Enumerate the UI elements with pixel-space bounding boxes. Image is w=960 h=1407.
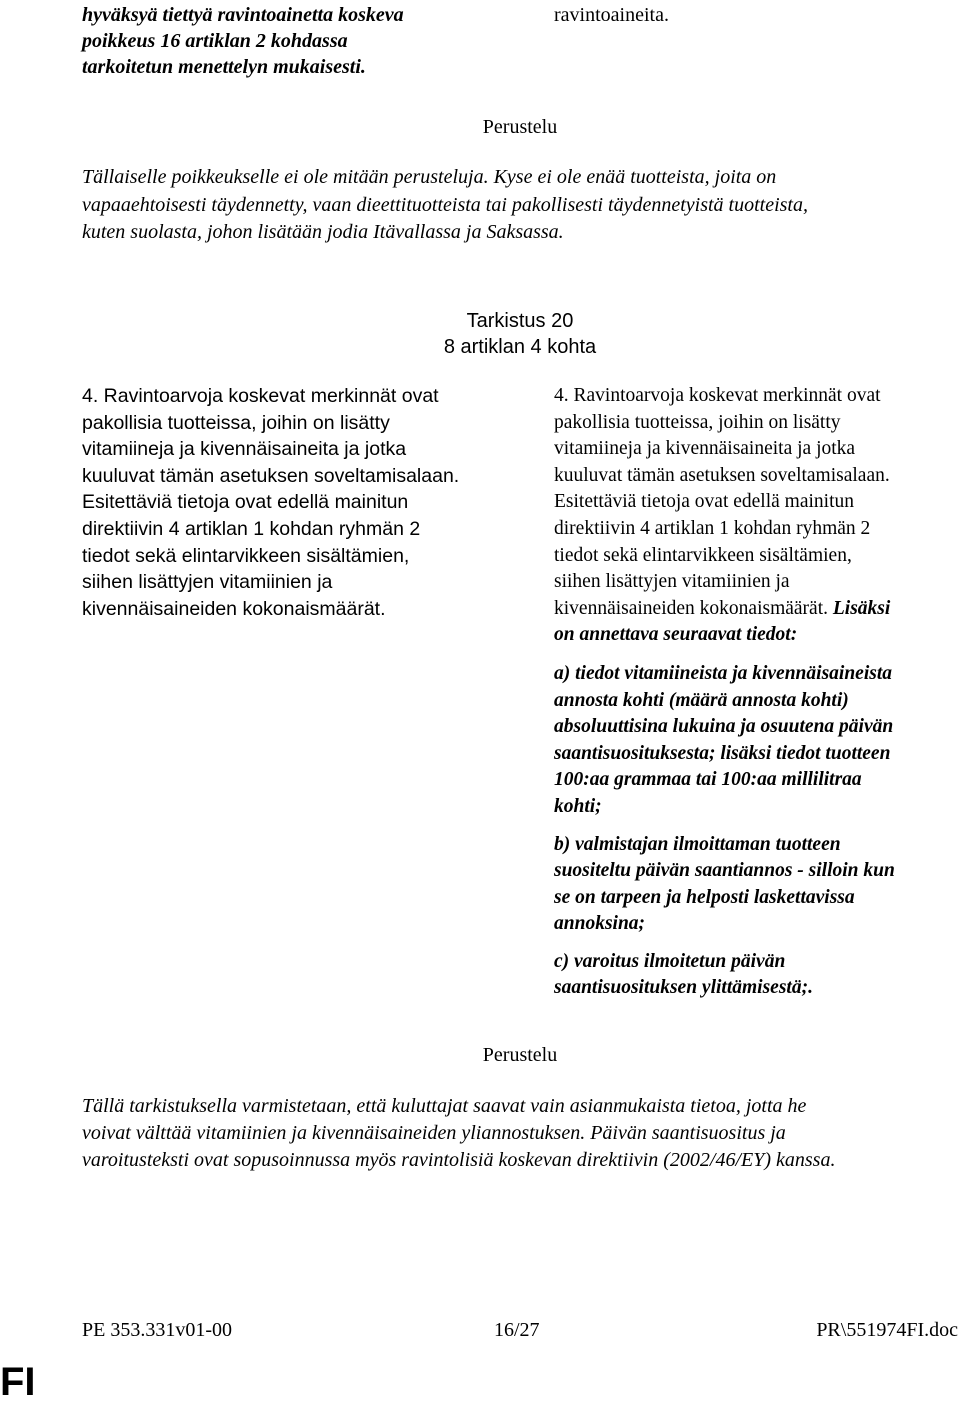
amended-line: tiedot sekä elintarvikkeen sisältämien, [554, 544, 852, 566]
item-a-line: annosta kohti (määrä annosta kohti) [554, 689, 849, 711]
footer-doc-ref: PE 353.331v01-00 [82, 1319, 232, 1341]
amended-text-column [554, 383, 960, 1002]
amended-line: Esitettäviä tietoja ovat edellä mainitun [554, 491, 854, 513]
item-a-line: a) tiedot vitamiineista ja kivennäisaineista [554, 662, 893, 684]
top-right-text: ravintoaineita. [554, 4, 669, 26]
top-left-line-2: poikkeus 16 artiklan 2 kohdassa [82, 30, 348, 52]
amended-line: pakollisia tuotteissa, joihin on lisätty [554, 411, 841, 433]
item-c-line: c) varoitus ilmoitetun päivän [554, 950, 786, 972]
original-line: 4. Ravintoarvoja koskevat merkinnät ovat [82, 385, 439, 407]
footer-language-code: FI [0, 1360, 36, 1404]
justification-1-line-2: vapaaehtoisesti täydennetty, vaan dieettituotteista tai pakollisesti täydennetyistä tuotteista, [82, 194, 808, 216]
justification-2-line-3: varoitusteksti ovat sopusoinnussa myös ravintolisiä koskevan direktiivin (2002/46/EY) kanssa. [82, 1149, 836, 1171]
amendment-title: Tarkistus 20 [466, 310, 574, 332]
original-line: pakollisia tuotteissa, joihin on lisätty [82, 411, 390, 434]
justification-2-line-2: voivat välttää vitamiinien ja kivennäisaineiden yliannostuksen. Päivän saantisuositus ja [82, 1122, 786, 1144]
amended-line: siihen lisättyjen vitamiinien ja [554, 571, 790, 593]
amended-addition-line: on annettava seuraavat tiedot: [554, 624, 798, 646]
amended-item-c [554, 949, 960, 1002]
item-b-line: b) valmistajan ilmoittaman tuotteen [554, 833, 841, 855]
original-text-column [82, 383, 502, 622]
item-a-line: absoluuttisina lukuina ja osuutena päivän [554, 716, 894, 738]
amended-line-mixed [554, 596, 960, 623]
item-c-line: saantisuosituksen ylittämisestä;. [554, 977, 813, 999]
original-line: direktiivin 4 artiklan 1 kohdan ryhmän 2 [82, 517, 421, 540]
item-b-line: se on tarpeen ja helposti laskettavissa [554, 886, 855, 908]
original-line: kuuluvat tämän asetuksen soveltamisalaan. [82, 464, 460, 487]
item-b-line: annoksina; [554, 913, 646, 935]
footer-file-ref: PR\551974FI.doc [816, 1319, 958, 1341]
item-a-line: 100:aa grammaa tai 100:aa millilitraa [554, 769, 862, 791]
justification-1-heading: Perustelu [482, 116, 558, 138]
footer-page-number: 16/27 [494, 1319, 540, 1341]
item-a-line: kohti; [554, 795, 602, 817]
amendment-subtitle: 8 artiklan 4 kohta [443, 336, 597, 358]
justification-1-line-3: kuten suolasta, johon lisätään jodia Itävallassa ja Saksassa. [82, 221, 564, 243]
item-b-line: suositeltu päivän saantiannos - silloin kun [554, 860, 895, 882]
amended-line: vitamiineja ja kivennäisaineita ja jotka [554, 438, 856, 460]
amended-line: kuuluvat tämän asetuksen soveltamisalaan. [554, 464, 890, 486]
top-left-line-1: hyväksyä tiettyä ravintoainetta koskeva [82, 4, 404, 26]
justification-2-line-1: Tällä tarkistuksella varmistetaan, että kuluttajat saavat vain asianmukaista tietoa, jotta he [82, 1095, 807, 1117]
amended-line: direktiivin 4 artiklan 1 kohdan ryhmän 2 [554, 517, 871, 539]
amended-plain-text: kivennäisaineiden kokonaismäärät. [554, 597, 833, 619]
original-line: vitamiineja ja kivennäisaineita ja jotka [82, 438, 407, 461]
amended-addition-start: Lisäksi [832, 597, 891, 619]
justification-1-line-1: Tällaiselle poikkeukselle ei ole mitään perusteluja. Kyse ei ole enää tuotteista, joita on [82, 166, 777, 188]
original-line: tiedot sekä elintarvikkeen sisältämien, [82, 544, 410, 567]
amended-item-a [554, 661, 960, 821]
original-line: Esitettäviä tietoja ovat edellä mainitun [82, 491, 409, 514]
top-left-line-3: tarkoitetun menettelyn mukaisesti. [82, 56, 366, 78]
amended-line: 4. Ravintoarvoja koskevat merkinnät ovat [554, 385, 881, 406]
justification-2-heading: Perustelu [482, 1044, 558, 1066]
original-line: kivennäisaineiden kokonaismäärät. [82, 597, 386, 620]
amended-item-b [554, 832, 960, 938]
item-a-line: saantisuosituksesta; lisäksi tiedot tuotteen [554, 742, 891, 764]
original-line: siihen lisättyjen vitamiinien ja [82, 571, 333, 594]
